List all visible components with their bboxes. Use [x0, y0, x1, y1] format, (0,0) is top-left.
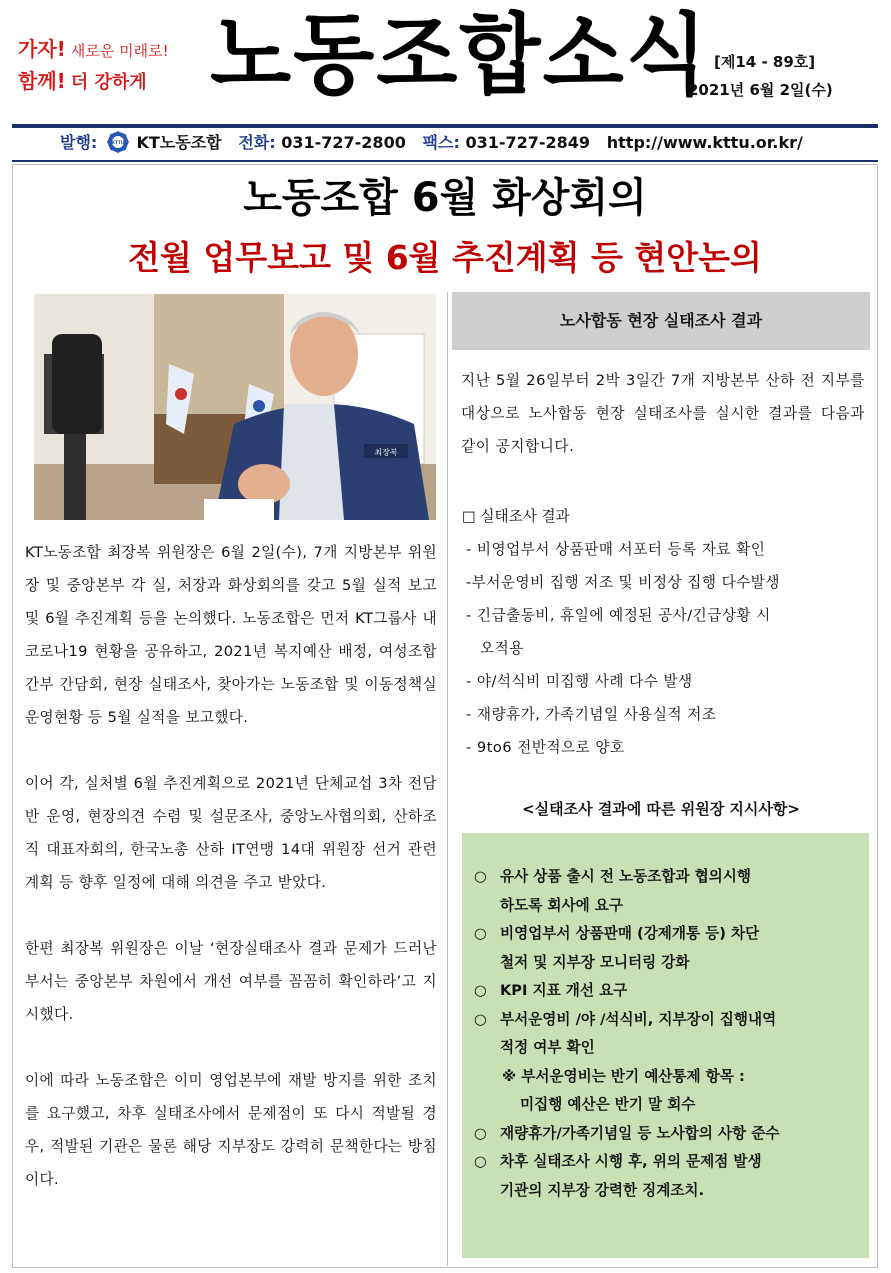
survey-result-item: - 비영업부서 상품판매 서포터 등록 자료 확인 — [466, 541, 766, 558]
directive-item: KPI 지표 개선 요구 — [500, 982, 628, 999]
issue-info — [688, 48, 878, 104]
article-paragraph: 이어 각, 실처별 6월 추진계획으로 2021년 단체교섭 3차 전담반 운영, 현장의견 수렴 및 설문조사, 중앙노사협의회, 산하조직 대표자회의, 한국노총 산하 IT연맹 14대 위원장 선거 관련 계획 등 향후 일정에 대해 의견을 주고 받았다. — [25, 775, 437, 891]
fax-number: 031-727-2849 — [465, 133, 591, 152]
publisher-name: KT노동조합 — [136, 133, 222, 152]
directive-item: 차후 실태조사 시행 후, 위의 문제점 발생 — [500, 1153, 762, 1170]
bullet-circle-icon: ○ — [474, 925, 487, 942]
bullet-circle-icon: ○ — [474, 1153, 487, 1170]
article-body — [25, 536, 437, 1229]
slogan — [18, 34, 208, 98]
slogan-line1-soft: 새로운 미래로! — [70, 42, 169, 60]
masthead-title: 노동조합소식 — [210, 3, 709, 107]
survey-result-item: -부서운영비 집행 저조 및 비정상 집행 다수발생 — [466, 574, 780, 591]
bullet-circle-icon: ○ — [474, 982, 487, 999]
header-rule-bottom — [12, 160, 878, 162]
website-link[interactable]: http://www.kttu.or.kr/ — [606, 133, 803, 152]
photo-name-tag: 최장복 — [374, 448, 398, 457]
article-paragraph: KT노동조합 최장복 위원장은 6월 2일(수), 7개 지방본부 위원장 및 중앙본부 각 실, 처장과 화상회의를 갖고 5월 실적 보고 및 6월 추진계획 등을 논의했다. 노동조합은 먼저 KT그룹사 내 코로나19 현황을 공유하고, 2021년 복지예산 배정, 여성조합간부 간담회, 현장 실태조사, 찾아가는 노동조합 및 이동정책실 운영현황 등 5월 실적을 보고했다. — [25, 544, 437, 726]
article-headline: 노동조합 6월 화상회의 — [243, 175, 647, 221]
survey-box-title: 노사합동 현장 실태조사 결과 — [452, 292, 870, 350]
survey-result-item: - 9to6 전반적으로 양호 — [466, 739, 625, 756]
phone-label: 전화: — [238, 133, 276, 152]
slogan-line2-soft: 더 강하게 — [70, 72, 147, 93]
directive-continuation: 적정 여부 확인 — [500, 1039, 595, 1056]
directives-title: <실태조사 결과에 따른 위원장 지시사항> — [522, 800, 800, 818]
issue-date: 2021년 6월 2일(수) — [688, 81, 833, 99]
survey-results-heading: □ 실태조사 결과 — [462, 508, 570, 525]
bullet-circle-icon: ○ — [474, 1010, 487, 1028]
directive-item: 비영업부서 상품판매 (강제개통 등) 차단 — [500, 925, 760, 942]
phone-number: 031-727-2800 — [281, 133, 406, 152]
survey-result-item: - 재량휴가, 가족기념일 사용실적 저조 — [466, 706, 717, 723]
article-paragraph: 이에 따라 노동조합은 이미 영업본부에 재발 방지를 위한 조치를 요구했고, 차후 실태조사에서 문제점이 또 다시 적발될 경우, 적발된 기관은 물론 해당 지부장도 강력히 문책한다는 방침이다. — [25, 1072, 437, 1188]
publisher-label: 발행: — [60, 133, 98, 152]
bullet-circle-icon: ○ — [474, 1124, 487, 1142]
publisher-bar — [60, 128, 870, 158]
article-photo — [34, 294, 436, 520]
directive-continuation: 하도록 회사에 요구 — [500, 896, 623, 914]
article-paragraph: 한편 최장복 위원장은 이날 ‘현장실태조사 결과 문제가 드러난 부서는 중앙본부 차원에서 개선 여부를 꼼꼼히 확인하라’고 지시했다. — [25, 940, 437, 1023]
meeting-photo-illustration — [34, 294, 436, 520]
bullet-circle-icon: ○ — [474, 868, 487, 885]
directive-note: ※ 부서운영비는 반기 예산통제 항목 : — [502, 1067, 745, 1085]
column-divider — [447, 292, 448, 1266]
directives-box — [462, 833, 869, 1258]
directive-note: 미집행 예산은 반기 말 회수 — [520, 1096, 696, 1113]
fax-label: 팩스: — [422, 133, 460, 152]
survey-result-item: - 야/석식비 미집행 사례 다수 발생 — [466, 673, 693, 690]
survey-intro: 지난 5월 26일부터 2박 3일간 7개 지방본부 산하 전 지부를 대상으로 노사합동 현장 실태조사를 실시한 결과를 다음과 같이 공지합니다. — [461, 372, 865, 455]
slogan-line1-strong: 가자! — [18, 37, 66, 61]
slogan-line2-strong: 함께! — [18, 69, 66, 93]
kttu-logo-icon — [107, 131, 129, 153]
directive-item: 재량휴가/가족기념일 등 노사합의 사항 준수 — [500, 1124, 780, 1142]
article-subheadline: 전월 업무보고 및 6월 추진계획 등 현안논의 — [128, 238, 762, 277]
directive-continuation: 기관의 지부장 강력한 징계조치. — [500, 1181, 705, 1199]
survey-result-item: 오적용 — [480, 640, 524, 657]
logo-text: KTTU — [111, 140, 125, 145]
issue-number: [제14 - 89호] — [714, 53, 816, 71]
directive-item: 유사 상품 출시 전 노동조합과 협의시행 — [500, 868, 751, 885]
directive-continuation: 철저 및 지부장 모니터링 강화 — [500, 953, 690, 971]
survey-result-item: - 긴급출동비, 휴일에 예정된 공사/긴급상황 시 — [466, 607, 771, 624]
directive-item: 부서운영비 /야 /석식비, 지부장이 집행내역 — [500, 1010, 777, 1028]
survey-results — [462, 500, 866, 764]
